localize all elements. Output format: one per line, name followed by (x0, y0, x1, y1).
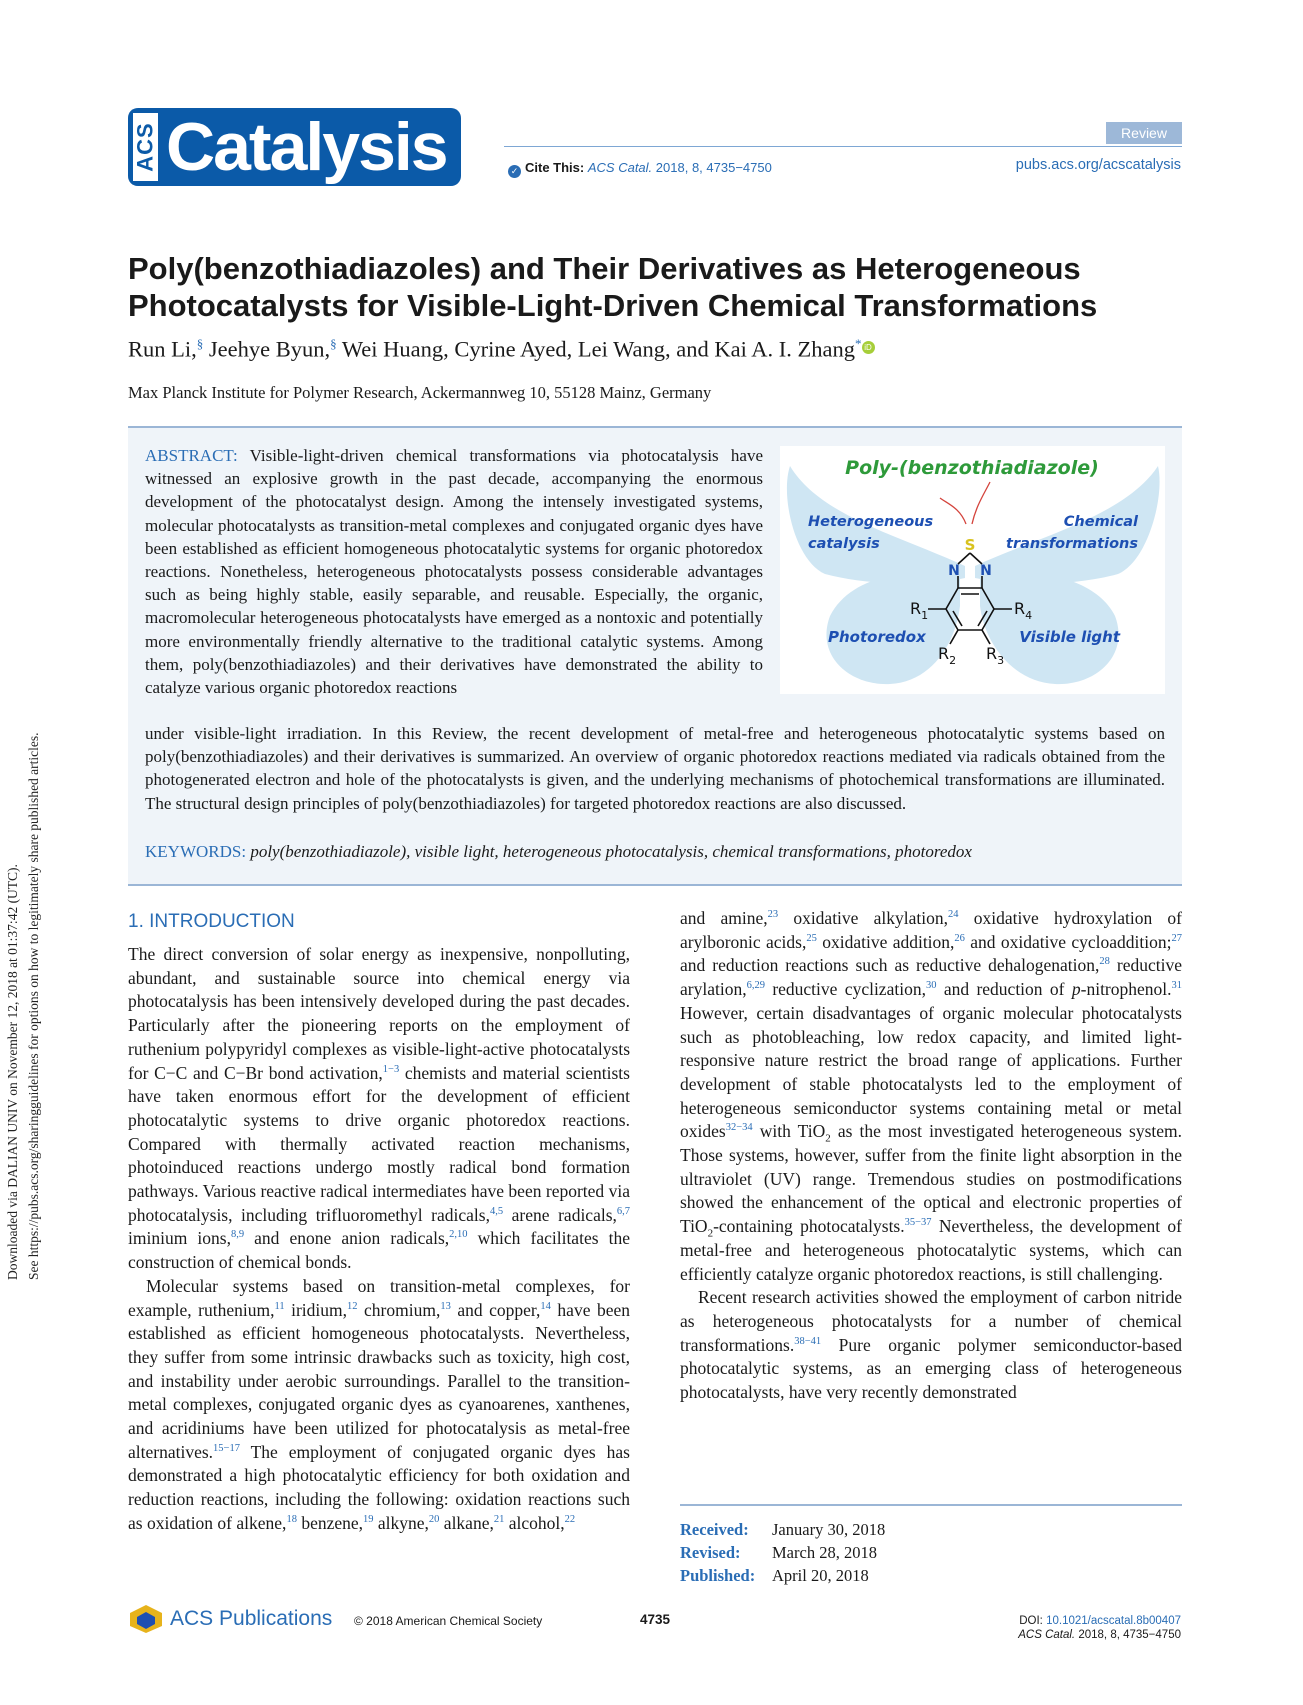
ref-link[interactable]: 19 (363, 1514, 374, 1526)
orcid-icon[interactable]: iD (862, 341, 875, 354)
toc-title: Poly-(benzothiadiazole) (845, 457, 1099, 479)
butterfly-figure (780, 446, 1165, 694)
copyright: © 2018 American Chemical Society (354, 1614, 543, 1628)
keywords-list: poly(benzothiadiazole), visible light, heterogeneous photocatalysis, chemical transformations, photoredox (250, 842, 972, 861)
author-1[interactable]: Run Li, (128, 336, 197, 362)
antenna-left (940, 498, 966, 524)
toc-graphic (780, 446, 1165, 694)
ref-link[interactable]: 22 (564, 1514, 576, 1526)
label-chemical: Chemical (1063, 514, 1138, 530)
ref-link[interactable]: 2,10 (449, 1229, 468, 1241)
intro-paragraph-3: and amine,$^{23}$ oxidative alkylation,$^{24}$ oxidative hydroxylation of arylboronic acids,$^{25}$ oxidative addition,$^{26}$ and oxidative cycloaddition;$^{27}$ and reduction reactions such as reductive dehalogenation,$^{28}$ reductive arylation,$^{6,29}$ reductive cyclization,$^{30}$ and reduction of p-nitrophenol.$^{31}$ However, certain disadvantages of organic molecular photocatalysts such as photobleaching, low redox capacity, and limited light-responsive nature restrict the broad range of applications. Further development of stable photocatalysts led to the employment of heterogeneous semiconductor systems containing metal or metal oxides$^{32-34}$ with TiO$_2$ as the most investigated heterogeneous system. Those systems, however, suffer from the finite light absorption in the ultraviolet (UV) range. Tremendous studies on postmodifications showed the enhancement of the optical and electronic properties of TiO$_2$-containing photocatalysts.$^{35-37}$ Nevertheless, the development of metal-free and heterogeneous photocatalytic systems, which can efficiently catalyze organic photoredox reactions, is still challenging. (680, 908, 1183, 1284)
logo-acs-box (128, 108, 158, 186)
label-catalysis: catalysis (808, 536, 880, 552)
logo-acs-text: ACS (132, 122, 158, 172)
download-notice-line-1: Downloaded via DALIAN UNIV on November 12, 2018 at 01:37:42 (UTC). (5, 864, 20, 1280)
footer-volume-pages: 2018, 8, 4735−4750 (1078, 1629, 1181, 1641)
ref-link[interactable]: 14 (540, 1300, 551, 1312)
keywords-label: KEYWORDS: (145, 842, 247, 861)
doi-link[interactable]: 10.1021/acscatal.8b00407 (1046, 1615, 1181, 1627)
substituent-r2: $R_2$ (938, 644, 957, 667)
right-column (680, 907, 1182, 1405)
author-2-mark: § (330, 336, 337, 351)
cite-journal[interactable]: ACS Catal. (587, 160, 653, 175)
author-list (128, 336, 875, 363)
other-authors[interactable]: Wei Huang, Cyrine Ayed, Lei Wang, and Kai A. I. Zhang (341, 336, 855, 362)
atom-nitrogen-left: N (948, 563, 960, 579)
ref-link[interactable]: 25 (806, 932, 817, 944)
label-visible-light: Visible light (1019, 628, 1120, 646)
journal-logo[interactable] (128, 108, 461, 186)
ref-link[interactable]: 11 (274, 1300, 285, 1312)
ref-link[interactable]: 28 (1099, 956, 1110, 968)
ref-link[interactable]: 27 (1171, 932, 1182, 944)
substituent-r1: $R_1$ (910, 599, 929, 622)
ref-link[interactable]: 4,5 (489, 1205, 504, 1217)
header-divider (504, 146, 1182, 147)
abstract-part-1: Visible-light-driven chemical transformations via photocatalysis have witnessed an explosive growth in the past decade, accompanying the enormous development of the photocatalyst design. Among the intensely investigated systems, molecular photocatalysts as transition-metal complexes and conjugated organic dyes have been established as efficient homogeneous photocatalytic systems for organic photoredox reactions. Nonetheless, heterogeneous photocatalysts possess considerable advantages such as being highly stable, easily separable, and reusable. Especially, the organic, macromolecular heterogeneous photocatalysts have emerged as a nontoxic and potentially more environmentally friendly alternative to the traditional catalytic systems. Among them, poly(benzothiadiazoles) and their derivatives have demonstrated the ability to catalyze various organic photoredox reactions (145, 446, 763, 698)
download-notice (2, 180, 44, 1280)
logo-journal-name: Catalysis (166, 109, 447, 185)
intro-paragraph-2: Molecular systems based on transition-metal complexes, for example, ruthenium,$^{11}$ iridium,$^{12}$ chromium,$^{13}$ and copper,$^{14}$ have been established as efficient homogeneous photocatalysts. Nevertheless, they suffer from some intrinsic drawbacks such as toxicity, high cost, and instability under aerobic surroundings. Parallel to the transition-metal complexes, conjugated organic dyes as cyanoarenes, xanthenes, and acridiniums have been utilized for photocatalysis as metal-free alternatives.$^{15-17}$ The employment of conjugated organic dyes has demonstrated a high photocatalytic efficiency for both oxidation and reduction reactions, including the following: oxidation reactions such as oxidation of alkene,$^{18}$ benzene,$^{19}$ alkyne,$^{20}$ alkane,$^{21}$ alcohol,$^{22}$ (128, 1275, 631, 1533)
cite-label: Cite This: (525, 160, 585, 175)
article-type-badge: Review (1106, 122, 1182, 144)
cite-this[interactable] (508, 160, 772, 178)
substituent-r4: $R_4$ (1014, 599, 1033, 622)
acs-publications-logo[interactable] (128, 1604, 332, 1634)
dates-divider (680, 1504, 1182, 1506)
page-number: 4735 (640, 1612, 671, 1627)
ref-link[interactable]: 12 (347, 1300, 358, 1312)
author-1-mark: § (196, 336, 204, 351)
ref-link[interactable]: 32−34 (725, 1122, 753, 1134)
corresponding-mark: * (855, 336, 862, 351)
ref-link[interactable]: 31 (1171, 980, 1183, 992)
journal-url-link[interactable]: pubs.acs.org/acscatalysis (1015, 157, 1181, 173)
intro-paragraph-1: The direct conversion of solar energy as inexpensive, nonpolluting, abundant, and sustainable source into chemical energy via photocatalysis has been intensively developed during the past decades. Particularly after the pioneering reports on the employment of ruthenium polypyridyl complexes as visible-light-active photocatalysts for C−C and C−Br bond activation,$^{1-3}$ chemists and material scientists have taken enormous effort for the development of efficient photocatalytic systems to drive organic photoredox reactions. Compared with thermally activated reaction mechanisms, photoinduced reactions undergo mostly radical bond formation pathways. Various reactive radical intermediates have been reported via photocatalysis, including trifluoromethyl radicals,$^{4,5}$ arene radicals,$^{6,7}$ iminium ions,$^{8,9}$ and enone anion radicals,$^{2,10}$ which facilitates the construction of chemical bonds. (128, 944, 631, 1273)
date-received: Received: January 30, 2018 (680, 1520, 886, 1539)
ref-link[interactable]: 30 (925, 980, 937, 992)
ref-link[interactable]: 15−17 (213, 1442, 240, 1454)
substituent-r3: $R_3$ (986, 644, 1005, 667)
section-heading-introduction: 1. INTRODUCTION (128, 911, 295, 932)
affiliation: Max Planck Institute for Polymer Research, Ackermannweg 10, 55128 Mainz, Germany (128, 383, 712, 402)
ref-link[interactable]: 18 (286, 1514, 297, 1526)
label-transformations: transformations (1006, 536, 1138, 552)
footer-journal: ACS Catal. (1018, 1629, 1076, 1641)
abstract-label: ABSTRACT: (145, 446, 238, 465)
ref-link[interactable]: 6,29 (746, 980, 765, 992)
publisher-name: ACS Publications (170, 1607, 333, 1630)
date-published: Published: April 20, 2018 (680, 1566, 869, 1585)
atom-nitrogen-right: N (980, 563, 992, 579)
ref-link[interactable]: 26 (954, 932, 965, 944)
author-2[interactable]: Jeehye Byun, (208, 336, 331, 362)
article-dates (680, 1518, 885, 1587)
atom-sulfur: S (964, 536, 976, 554)
keywords (145, 842, 972, 862)
doi-label: DOI: (1019, 1615, 1043, 1627)
acs-hexagon-icon (128, 1604, 164, 1634)
ref-link[interactable]: 24 (948, 909, 959, 921)
abstract-text-top (145, 444, 763, 699)
intro-paragraph-4: Recent research activities showed the employment of carbon nitride as heterogeneous photocatalysts for a number of chemical transformations.$^{38-41}$ Pure organic polymer semiconductor-based photocatalytic systems, as an emerging class of heterogeneous photocatalysts, have very recently demonstrated (680, 1287, 1182, 1403)
antenna-right (972, 482, 990, 524)
ref-link[interactable]: 1−3 (382, 1063, 400, 1075)
label-heterogeneous: Heterogeneous (808, 514, 934, 530)
doi-block (1018, 1614, 1181, 1642)
cite-volume-pages[interactable]: 2018, 8, 4735−4750 (655, 160, 772, 175)
ref-link[interactable]: 38−41 (794, 1335, 822, 1347)
left-column (128, 943, 630, 1536)
ref-link[interactable]: 6,7 (616, 1205, 631, 1217)
abstract-text-bottom: under visible-light irradiation. In this Review, the recent development of metal-free and heterogeneous photocatalytic systems based on poly(benzothiadiazoles) and their derivatives is summarized. An overview of organic photoredox reactions mediated via radicals obtained from the photogenerated electron and hole of the photocatalysts is given, and the underlying mechanisms of photochemical transformations are illuminated. The structural design principles of poly(benzothiadiazoles) for targeted photoredox reactions are also discussed. (145, 724, 1165, 813)
ref-link[interactable]: 23 (767, 909, 779, 921)
download-notice-line-2: See https://pubs.acs.org/sharingguidelines for options on how to legitimately share published articles. (26, 732, 41, 1280)
butterfly-wings (787, 466, 1160, 684)
ref-link[interactable]: 35−37 (904, 1217, 932, 1229)
ref-link[interactable]: 8,9 (230, 1229, 245, 1241)
label-photoredox: Photoredox (828, 628, 926, 646)
ref-link[interactable]: 13 (440, 1300, 451, 1312)
ref-link[interactable]: 20 (428, 1514, 440, 1526)
article-title: Poly(benzothiadiazoles) and Their Derivatives as Heterogeneous Photocatalysts for Visible-Light-Driven Chemical Transformations (128, 251, 1098, 323)
ref-link[interactable]: 21 (493, 1514, 505, 1526)
date-revised: Revised: March 28, 2018 (680, 1543, 877, 1562)
cite-check-icon: ✓ (508, 165, 521, 178)
